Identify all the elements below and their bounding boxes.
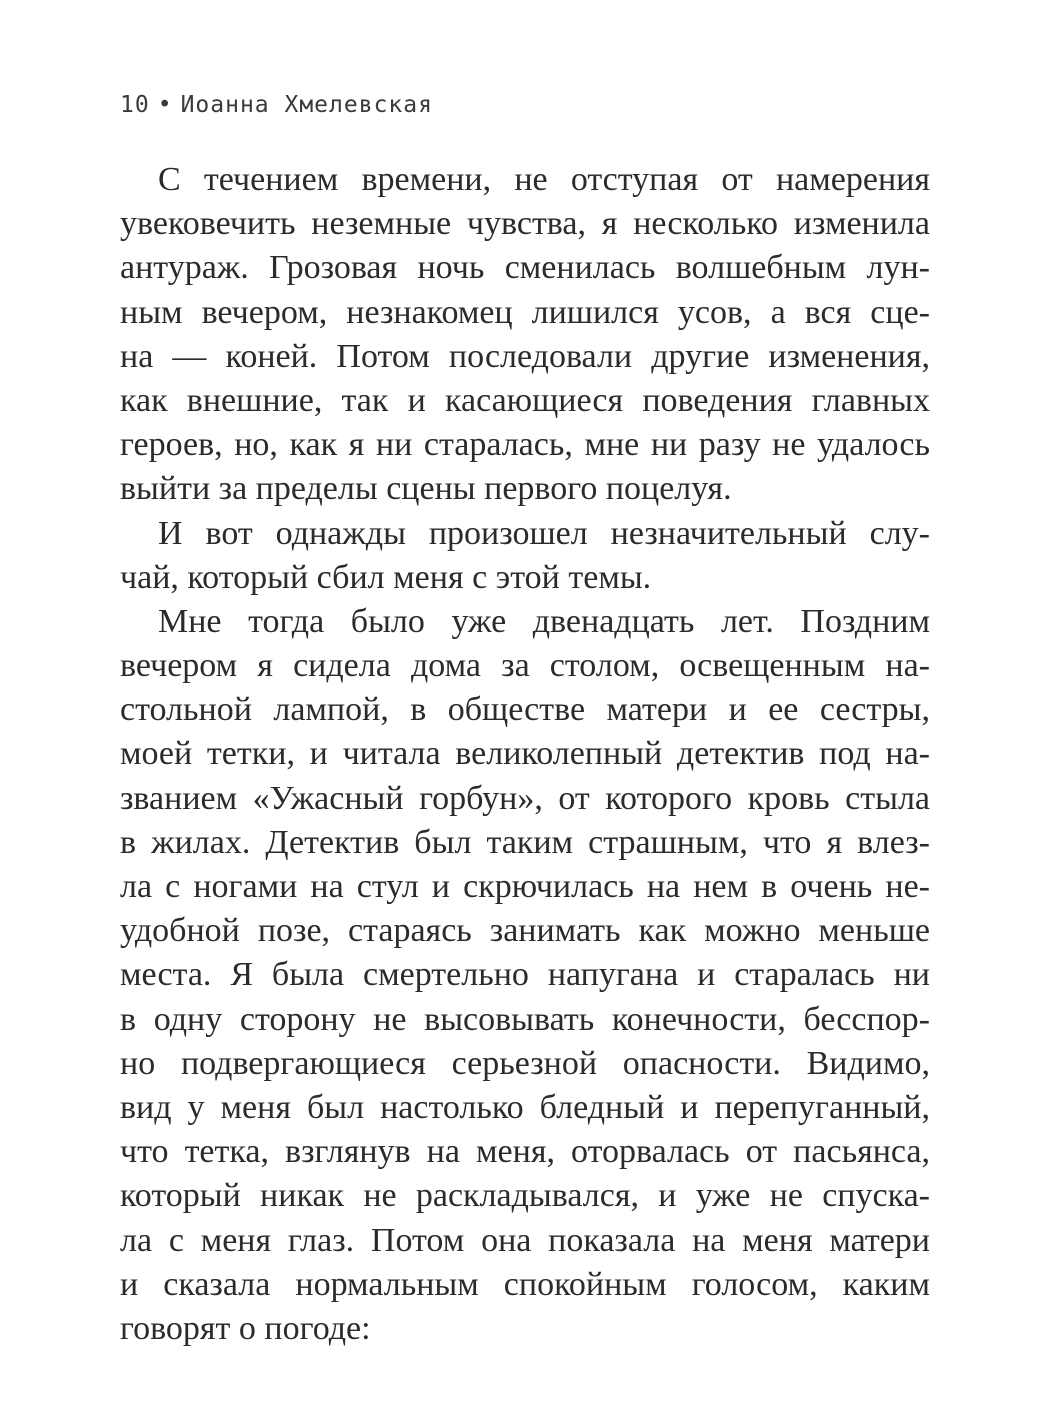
text-line: на — коней. Потом последовали другие изменения,: [120, 337, 930, 375]
text-line: вечером я сидела дома за столом, освещенным на-: [120, 647, 930, 685]
body-text: [120, 158, 930, 1351]
text-line: что тетка, взглянув на меня, оторвалась от пасьянса,: [120, 1133, 930, 1171]
text-line: героев, но, как я ни старалась, мне ни разу не удалось: [120, 426, 930, 464]
paragraph-2: [120, 512, 930, 600]
author-name: Иоанна Хмелевская: [180, 92, 433, 118]
running-head: [120, 92, 433, 118]
text-line: в одну сторону не высовывать конечности, бесспор-: [120, 1000, 930, 1038]
text-line: говорят о погоде:: [120, 1309, 371, 1347]
text-line: и сказала нормальным спокойным голосом, каким: [120, 1265, 930, 1303]
text-line: антураж. Грозовая ночь сменилась волшебным лун-: [120, 249, 930, 287]
text-line: вид у меня был настолько бледный и перепуганный,: [120, 1088, 930, 1126]
text-line: моей тетки, и читала великолепный детектив под на-: [120, 735, 930, 773]
text-line: званием «Ужасный горбун», от которого кровь стыла: [120, 779, 930, 817]
text-line: в жилах. Детектив был таким страшным, что я влез-: [120, 823, 930, 861]
paragraph-3: [120, 600, 930, 1351]
text-line: увековечить неземные чувства, я несколько изменила: [120, 205, 930, 243]
text-line: ла с меня глаз. Потом она показала на меня матери: [120, 1221, 930, 1259]
text-line: стольной лампой, в обществе матери и ее сестры,: [120, 691, 930, 729]
paragraph-1: [120, 158, 930, 512]
text-line: Мне тогда было уже двенадцать лет. Поздним: [158, 602, 930, 640]
text-line: чай, который сбил меня с этой темы.: [120, 558, 652, 596]
text-line: С течением времени, не отступая от намерения: [158, 161, 930, 198]
text-line: как внешние, так и касающиеся поведения главных: [120, 381, 930, 419]
page-number: 10: [120, 92, 150, 118]
text-line: который никак не раскладывался, и уже не спуска-: [120, 1177, 930, 1215]
header-separator: •: [157, 92, 173, 118]
text-line: места. Я была смертельно напугана и старалась ни: [120, 956, 930, 994]
text-line: ным вечером, незнакомец лишился усов, а вся сце-: [120, 293, 930, 331]
text-line: удобной позе, стараясь занимать как можно меньше: [120, 912, 930, 950]
text-line: ла с ногами на стул и скрючилась на нем в очень не-: [120, 868, 930, 905]
text-line: выйти за пределы сцены первого поцелуя.: [120, 470, 732, 508]
text-line: И вот однажды произошел незначительный слу-: [158, 514, 930, 552]
text-line: но подвергающиеся серьезной опасности. Видимо,: [120, 1044, 930, 1082]
